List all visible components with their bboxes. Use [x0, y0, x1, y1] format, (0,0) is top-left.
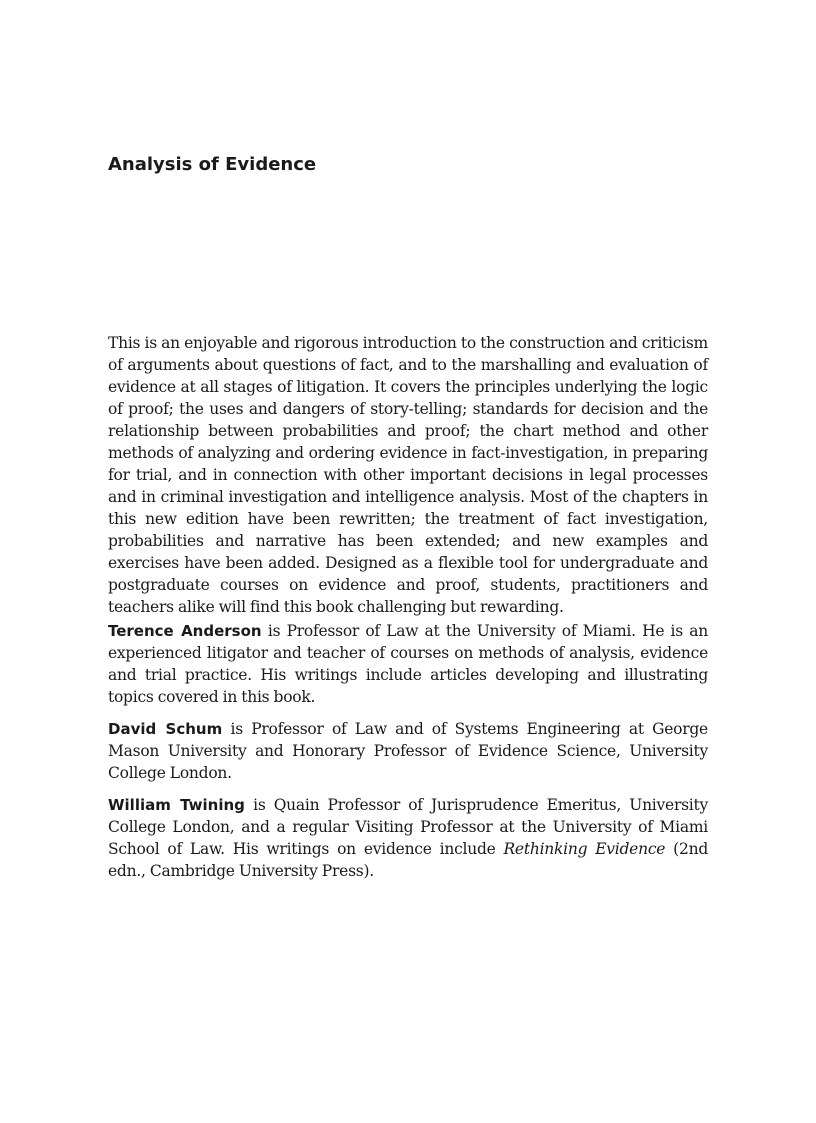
author-bios [108, 620, 708, 892]
author-bio-schum [108, 718, 708, 784]
author-bio-text-end: (2nd edn., Cambridge University Press). [108, 840, 708, 880]
book-description: This is an enjoyable and rigorous introduction to the construction and criticism of arguments about questions of fact, and to the marshalling and evaluation of evidence at all stages of litigation. It covers the principles underlying the logic of proof; the uses and dangers of story-telling; standards for decision and the relationship between probabilities and proof; the chart method and other methods of analyzing and ordering evidence in fact-investigation, in preparing for trial, and in connection with other important decisions in legal processes and in criminal investigation and intelligence analysis. Most of the chapters in this new edition have been rewritten; the treatment of fact investigation, probabilities and narrative has been extended; and new examples and exercises have been added. Designed as a flexible tool for undergraduate and postgraduate courses on evidence and proof, students, practitioners and teachers alike will find this book challenging but rewarding. [108, 334, 708, 616]
book-title-italic: Rethinking Evidence [503, 840, 666, 858]
author-bio-anderson [108, 620, 708, 708]
author-name: William Twining [108, 796, 245, 814]
author-bio-twining [108, 794, 708, 882]
author-name: David Schum [108, 720, 223, 738]
page-title: Analysis of Evidence [108, 154, 317, 175]
author-bio-text: is Professor of Law at the University of Miami. He is an experienced litigator and teacher of courses on methods of analysis, evidence and trial practice. His writings include articles developing and illustrating topics covered in this book. [108, 622, 708, 706]
author-bio-text: is Professor of Law and of Systems Engineering at George Mason University and Honorary Professor of Evidence Science, University College London. [108, 720, 708, 782]
author-name: Terence Anderson [108, 622, 262, 640]
author-bio-text: is Quain Professor of Jurisprudence Emeritus, University College London, and a regular Visiting Professor at the University of Miami School of Law. His writings on evidence include [108, 796, 708, 858]
